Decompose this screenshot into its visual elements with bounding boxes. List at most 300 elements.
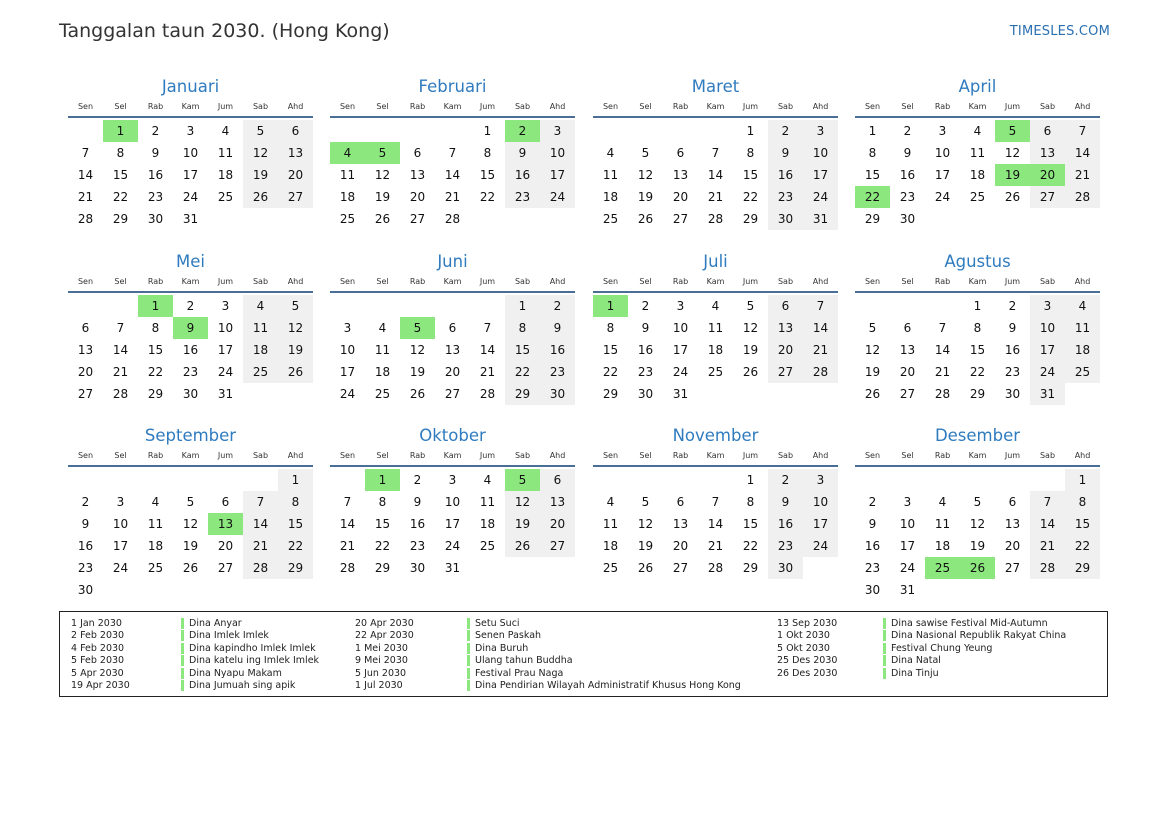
month-maret [593,75,838,230]
holiday-name: Dina Tinju [883,668,939,679]
day-cell: 26 [374,212,391,226]
day-blank [855,469,890,491]
month-name: Februari [418,77,487,96]
day-cell: 23 [540,361,575,383]
month-name: Juni [437,252,468,271]
day-cell: 23 [77,561,94,575]
day-cell: 4 [606,146,615,160]
weekday-label: Kam [968,451,987,460]
day-cell: 1 [746,473,755,487]
day-cell: 27 [217,561,234,575]
day-cell: 27 [899,387,916,401]
day-cell: 19 [742,343,759,357]
day-cell: 3 [540,120,575,142]
day-blank [890,295,925,317]
day-cell: 1 [868,124,877,138]
page-title: Tanggalan taun 2030. (Hong Kong) [59,20,390,42]
weekday-label: Sab [777,451,794,460]
day-cell: 25 [243,361,278,383]
day-cell: 27 [409,212,426,226]
weekday-label: Sen [602,102,619,111]
day-cell: 24 [672,365,689,379]
weekday-label: Sel [114,277,127,286]
day-cell: 25 [339,212,356,226]
day-cell: 18 [243,339,278,361]
weekday-label: Jum [1004,277,1021,286]
day-cell: 13 [1004,517,1021,531]
day-cell: 14 [479,343,496,357]
day-cell: 22 [147,365,164,379]
day-blank [365,295,400,317]
day-cell: 7 [938,321,947,335]
weekday-label: Sen [602,451,619,460]
day-cell: 15 [479,168,496,182]
day-cell: 18 [602,539,619,553]
holiday-date: 25 Des 2030 [777,655,838,667]
weekday-label: Sen [864,277,881,286]
day-cell: 9 [768,491,803,513]
weekday-label: Ahd [287,102,304,111]
day-cell: 18 [479,517,496,531]
day-cell: 25 [707,365,724,379]
day-cell: 23 [1004,365,1021,379]
day-cell: 23 [147,190,164,204]
day-cell: 30 [182,387,199,401]
day-cell: 5 [746,299,755,313]
day-cell: 30 [409,561,426,575]
day-grid [330,469,575,579]
day-cell: 21 [479,365,496,379]
day-cell: 22 [112,190,129,204]
day-cell: 11 [1065,317,1100,339]
holiday-date: 1 Jul 2030 [355,680,403,692]
weekday-label: Ahd [287,451,304,460]
day-cell: 22 [742,190,759,204]
day-cell: 11 [243,317,278,339]
day-cell: 15 [864,168,881,182]
holiday-name: Dina Pendirian Wilayah Administratif Khusus Hong Kong [467,680,741,691]
holiday-row [777,667,1066,680]
day-cell: 31 [803,208,838,230]
day-blank [68,120,103,142]
day-cell: 7 [803,295,838,317]
day-cell: 30 [540,383,575,405]
day-cell: 21 [77,190,94,204]
month-juni [330,250,575,405]
day-cell: 30 [864,583,881,597]
weekday-label: Ahd [812,277,829,286]
day-cell: 30 [768,557,803,579]
holiday-row [71,642,319,655]
holiday-date: 5 Feb 2030 [71,655,125,667]
day-cell: 13 [672,168,689,182]
day-cell: 10 [934,146,951,160]
day-cell: 26 [637,212,654,226]
day-cell: 11 [602,168,619,182]
month-oktober [330,424,575,579]
day-cell: 24 [1030,361,1065,383]
day-cell: 6 [278,120,313,142]
month-agustus [855,250,1100,405]
day-cell: 29 [112,212,129,226]
day-cell: 2 [903,124,912,138]
day-cell: 11 [707,321,724,335]
holiday-date: 13 Sep 2030 [777,617,838,629]
weekday-label: Ahd [549,451,566,460]
day-cell: 20 [77,365,94,379]
day-cell: 19 [637,539,654,553]
day-cell: 19 [243,164,278,186]
day-cell: 22 [602,365,619,379]
day-cell: 6 [221,495,230,509]
day-cell: 13 [77,343,94,357]
day-cell: 5 [868,321,877,335]
day-cell: 17 [803,513,838,535]
day-cell: 17 [112,539,129,553]
day-blank [628,120,663,142]
day-cell: 14 [77,168,94,182]
day-cell: 15 [969,343,986,357]
day-cell: 3 [221,299,230,313]
month-januari [68,75,313,230]
weekday-label: Ahd [1074,451,1091,460]
weekday-label: Jum [217,277,234,286]
day-cell: 18 [147,539,164,553]
weekday-header [68,449,313,467]
brand-link[interactable]: TIMESLES.COM [1009,24,1110,39]
holiday-date: 5 Jun 2030 [355,667,407,679]
day-cell: 19 [278,339,313,361]
day-blank [435,120,470,142]
weekday-label: Sab [252,102,269,111]
day-cell: 4 [221,124,230,138]
day-grid [68,469,313,601]
day-cell: 16 [1004,343,1021,357]
day-cell: 15 [278,513,313,535]
day-cell: 13 [672,517,689,531]
day-cell: 7 [1030,491,1065,513]
day-cell: 12 [505,491,540,513]
day-cell: 17 [540,164,575,186]
weekday-label: Ahd [1074,102,1091,111]
day-cell: 16 [182,343,199,357]
day-cell: 14 [339,517,356,531]
day-cell: 20 [409,190,426,204]
day-cell: 19 [637,190,654,204]
holiday-day-cell: 26 [960,557,995,579]
day-cell: 2 [1008,299,1017,313]
day-cell: 16 [409,517,426,531]
day-cell: 23 [409,539,426,553]
month-name: Maret [691,77,740,96]
day-cell: 30 [637,387,654,401]
day-cell: 30 [899,212,916,226]
holiday-day-cell: 5 [505,469,540,491]
day-cell: 8 [278,491,313,513]
day-cell: 2 [768,469,803,491]
day-cell: 25 [602,212,619,226]
day-cell: 20 [444,365,461,379]
holiday-date: 1 Jan 2030 [71,617,122,629]
holiday-name: Dina sawise Festival Mid-Autumn [883,618,1048,629]
day-cell: 26 [1004,190,1021,204]
weekday-label: Sab [514,451,531,460]
day-cell: 27 [77,387,94,401]
day-cell: 8 [606,321,615,335]
day-cell: 1 [746,124,755,138]
day-cell: 31 [217,387,234,401]
day-cell: 20 [672,539,689,553]
day-cell: 14 [444,168,461,182]
day-cell: 15 [374,517,391,531]
holiday-column-1 [71,617,319,692]
weekday-label: Jum [479,102,496,111]
day-cell: 18 [1065,339,1100,361]
day-cell: 6 [903,321,912,335]
day-cell: 27 [278,186,313,208]
day-cell: 7 [81,146,90,160]
day-cell: 2 [540,295,575,317]
day-cell: 8 [151,321,160,335]
weekday-label: Jum [742,451,759,460]
day-cell: 27 [1030,186,1065,208]
day-cell: 30 [1004,387,1021,401]
weekday-label: Kam [443,277,462,286]
holiday-name: Dina Nasional Republik Rakyat China [883,630,1066,641]
day-cell: 18 [217,168,234,182]
month-name: Agustus [944,252,1011,271]
holiday-date: 2 Feb 2030 [71,630,125,642]
holiday-date: 9 Mei 2030 [355,655,408,667]
month-mei [68,250,313,405]
day-grid [68,295,313,405]
day-cell: 29 [602,387,619,401]
day-cell: 21 [243,535,278,557]
day-cell: 26 [637,561,654,575]
day-cell: 29 [1065,557,1100,579]
day-cell: 26 [278,361,313,383]
day-cell: 10 [672,321,689,335]
weekday-label: Rab [934,451,951,460]
weekday-label: Jum [1004,451,1021,460]
holiday-day-cell: 9 [173,317,208,339]
day-blank [330,469,365,491]
day-cell: 9 [413,495,422,509]
weekday-label: Kam [181,277,200,286]
day-cell: 20 [217,539,234,553]
weekday-label: Kam [706,277,725,286]
day-cell: 7 [343,495,352,509]
weekday-label: Sab [1039,277,1056,286]
weekday-label: Ahd [812,451,829,460]
day-cell: 18 [969,168,986,182]
day-cell: 14 [112,343,129,357]
month-name: April [958,77,997,96]
day-cell: 17 [1030,339,1065,361]
day-cell: 9 [768,142,803,164]
month-name: Desember [934,426,1021,445]
day-cell: 19 [409,365,426,379]
weekday-label: Sel [901,102,914,111]
day-cell: 14 [707,517,724,531]
day-blank [663,120,698,142]
holiday-day-cell: 2 [505,120,540,142]
holiday-row [777,630,1066,643]
holiday-row [355,630,741,643]
weekday-label: Rab [147,277,164,286]
day-cell: 25 [1065,361,1100,383]
day-cell: 8 [378,495,387,509]
day-cell: 13 [899,343,916,357]
day-blank [103,295,138,317]
day-blank [400,120,435,142]
weekday-header [330,449,575,467]
day-cell: 6 [676,146,685,160]
day-grid [855,295,1100,405]
day-cell: 30 [77,583,94,597]
day-blank [243,469,278,491]
day-cell: 22 [969,365,986,379]
day-cell: 18 [374,365,391,379]
weekday-label: Rab [409,451,426,460]
weekday-label: Jum [742,277,759,286]
day-cell: 24 [803,535,838,557]
day-cell: 2 [641,299,650,313]
day-cell: 15 [742,517,759,531]
weekday-label: Kam [968,102,987,111]
day-cell: 24 [182,190,199,204]
day-cell: 2 [768,120,803,142]
day-blank [698,469,733,491]
day-cell: 16 [899,168,916,182]
day-cell: 28 [339,561,356,575]
day-blank [330,120,365,142]
holiday-day-cell: 1 [138,295,173,317]
day-cell: 4 [973,124,982,138]
day-cell: 26 [409,387,426,401]
holiday-row [71,667,319,680]
weekday-label: Rab [672,277,689,286]
day-cell: 29 [864,212,881,226]
day-cell: 24 [899,561,916,575]
holiday-date: 20 Apr 2030 [355,617,414,629]
day-cell: 22 [479,190,496,204]
day-cell: 7 [448,146,457,160]
day-cell: 3 [448,473,457,487]
day-cell: 3 [903,495,912,509]
holiday-day-cell: 13 [208,513,243,535]
day-cell: 22 [278,535,313,557]
day-cell: 17 [899,539,916,553]
month-name: Mei [176,252,205,271]
month-juli [593,250,838,405]
weekday-label: Sab [252,451,269,460]
weekday-label: Sen [339,102,356,111]
day-cell: 26 [243,186,278,208]
day-cell: 1 [483,124,492,138]
holiday-day-cell: 1 [365,469,400,491]
weekday-label: Sen [339,451,356,460]
day-blank [628,469,663,491]
weekday-header [855,275,1100,293]
day-cell: 13 [444,343,461,357]
weekday-label: Sab [1039,102,1056,111]
day-cell: 15 [112,168,129,182]
day-cell: 16 [77,539,94,553]
day-blank [400,295,435,317]
month-februari [330,75,575,230]
weekday-label: Ahd [812,102,829,111]
day-grid [855,120,1100,230]
day-cell: 16 [147,168,164,182]
weekday-label: Jum [1004,102,1021,111]
day-cell: 23 [182,365,199,379]
weekday-label: Jum [479,451,496,460]
holiday-row [355,655,741,668]
day-cell: 3 [1030,295,1065,317]
day-grid [330,295,575,405]
day-cell: 26 [505,535,540,557]
day-cell: 16 [768,513,803,535]
weekday-header [593,449,838,467]
day-cell: 27 [540,535,575,557]
day-cell: 7 [711,495,720,509]
weekday-label: Ahd [287,277,304,286]
day-cell: 2 [81,495,90,509]
weekday-label: Sel [639,451,652,460]
weekday-label: Ahd [1074,277,1091,286]
holiday-name: Dina Nyapu Makam [181,668,282,679]
day-cell: 21 [707,539,724,553]
day-blank [68,295,103,317]
holiday-day-cell: 1 [103,120,138,142]
day-cell: 17 [444,517,461,531]
day-cell: 20 [899,365,916,379]
day-cell: 4 [1065,295,1100,317]
day-cell: 6 [1008,495,1017,509]
holiday-name: Dina Buruh [467,643,528,654]
holiday-date: 1 Okt 2030 [777,630,830,642]
day-cell: 11 [934,517,951,531]
weekday-label: Sab [777,102,794,111]
day-cell: 24 [934,190,951,204]
day-cell: 28 [707,561,724,575]
weekday-label: Sel [114,451,127,460]
day-cell: 11 [602,517,619,531]
weekday-label: Sen [77,277,94,286]
day-cell: 24 [112,561,129,575]
day-cell: 14 [1065,142,1100,164]
day-cell: 21 [112,365,129,379]
day-cell: 5 [973,495,982,509]
day-cell: 9 [1008,321,1017,335]
day-cell: 13 [768,317,803,339]
day-cell: 12 [1004,146,1021,160]
day-blank [663,469,698,491]
day-cell: 5 [641,495,650,509]
day-cell: 16 [505,164,540,186]
day-blank [1030,469,1065,491]
day-cell: 9 [81,517,90,531]
holiday-name: Festival Prau Naga [467,668,563,679]
weekday-label: Kam [443,102,462,111]
day-cell: 13 [278,142,313,164]
day-cell: 2 [186,299,195,313]
weekday-label: Rab [147,451,164,460]
day-blank [925,469,960,491]
day-blank [208,469,243,491]
day-cell: 11 [969,146,986,160]
